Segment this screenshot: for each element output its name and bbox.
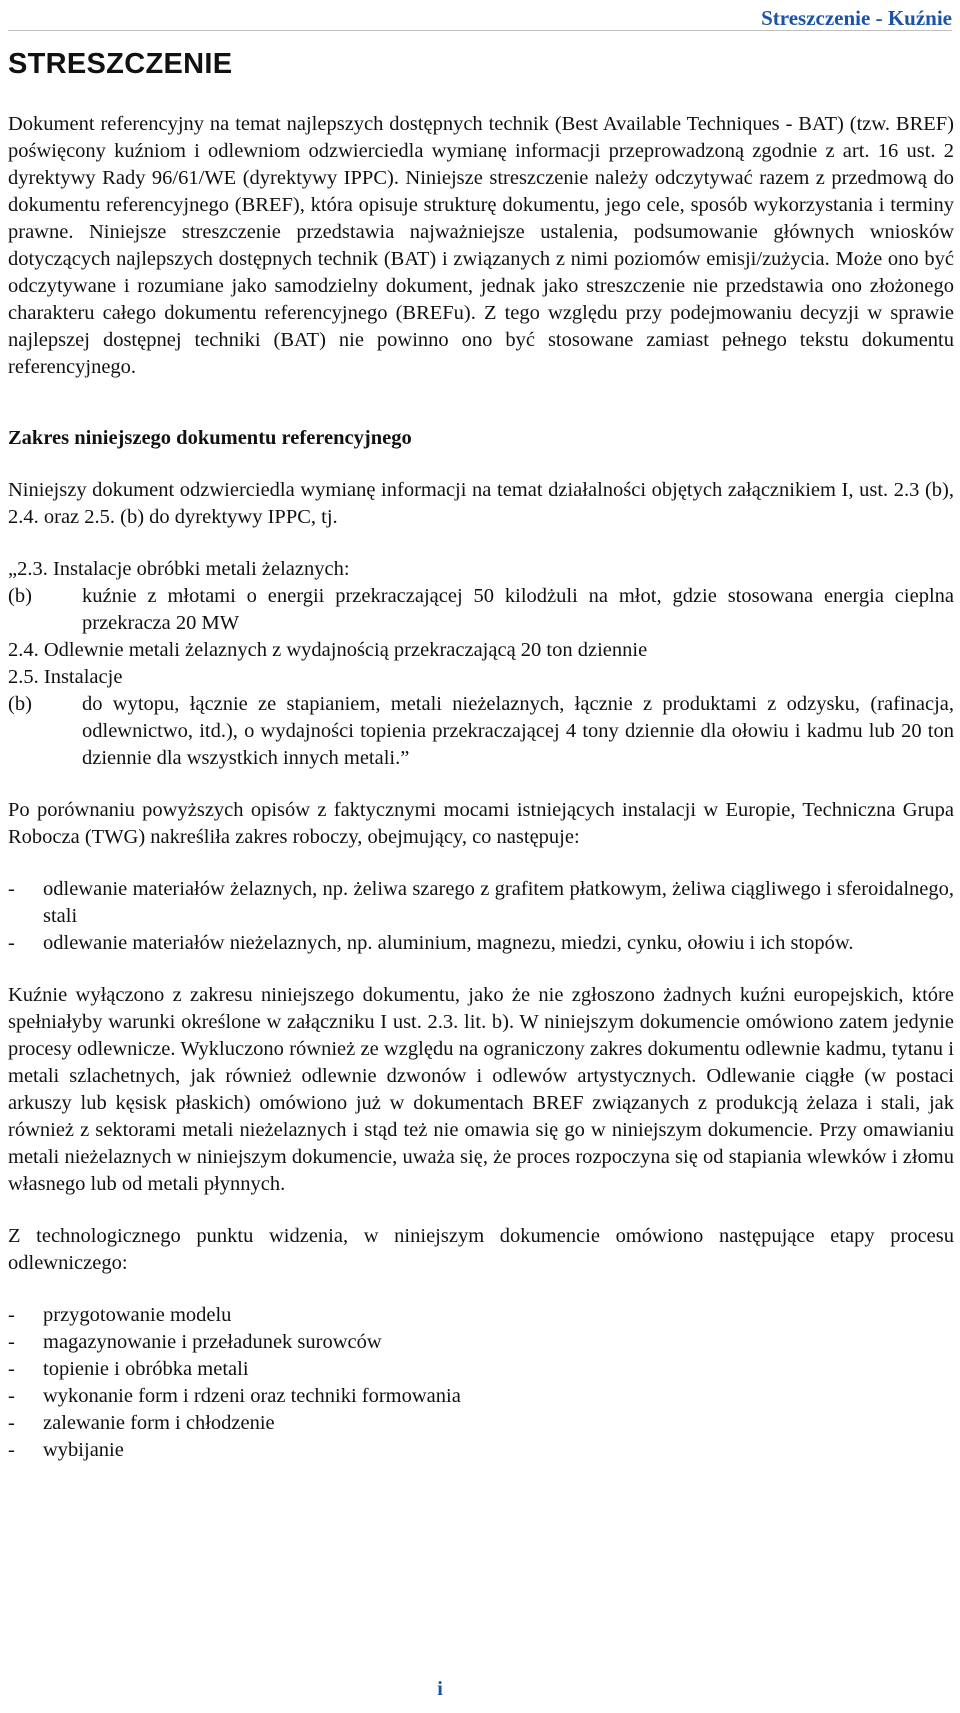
dash-bullet: - — [8, 1304, 15, 1326]
twg-paragraph: Po porównaniu powyższych opisów z faktycznymi mocami istniejących instalacji w Europie, Techniczna Grupa Robocza (TWG) nakreśliła zakres roboczy, obejmujący, co następuje: — [8, 799, 954, 848]
list-item-text: zalewanie form i chłodzenie — [43, 1412, 275, 1434]
dash-bullet: - — [8, 878, 15, 900]
dash-bullet: - — [8, 1331, 15, 1353]
list-item — [8, 876, 954, 930]
section-heading: Zakres niniejszego dokumentu referencyjnego — [8, 427, 412, 449]
list-item-text: magazynowanie i przeładunek surowców — [43, 1331, 382, 1353]
item-text: do wytopu, łącznie ze stapianiem, metali nieżelaznych, łącznie z produktami z odzysku, (rafinacja, odlewnictwo, itd.), o wydajności topienia przekraczającej 4 tony dziennie dla ołowiu i kadmu lub 20 ton dziennie dla wszystkich innych metali.” — [82, 693, 954, 769]
list-item — [8, 1437, 954, 1464]
list-item — [8, 1383, 954, 1410]
header-title: Streszczenie - Kuźnie — [761, 6, 952, 30]
dash-bullet: - — [8, 1412, 15, 1434]
list-item — [8, 1356, 954, 1383]
quote-line-2-3: „2.3. Instalacje obróbki metali żelaznych: — [8, 558, 350, 580]
quote-line-2-5: 2.5. Instalacje — [8, 666, 123, 688]
dash-bullet: - — [8, 1385, 15, 1407]
list-item-text: odlewanie materiałów nieżelaznych, np. aluminium, magnezu, miedzi, cynku, ołowiu i ich stopów. — [43, 932, 854, 954]
item-letter: (b) — [8, 585, 32, 607]
process-intro-paragraph: Z technologicznego punktu widzenia, w niniejszym dokumencie omówiono następujące etapy procesu odlewniczego: — [8, 1225, 954, 1274]
list-item — [8, 1329, 954, 1356]
exclusions-paragraph: Kuźnie wyłączono z zakresu niniejszego dokumentu, jako że nie zgłoszono żadnych kuźni europejskich, które spełniałyby warunki określone w załączniku I ust. 2.3. lit. b). W niniejszym dokumencie omówiono zatem jedynie procesy odlewnicze. Wykluczono również ze względu na ograniczony zakres dokumentu odlewnie kadmu, tytanu i metali szlachetnych, jak również odlewnie dzwonów i odlewów artystycznych. Odlewanie ciągłe (w postaci arkuszy lub kęsisk płaskich) omówiono już w dokumentach BREF związanych z produkcją żelaza i stali, jak również z sektorami metali nieżelaznych i stąd też nie omawia się go w niniejszym dokumencie. Przy omawianiu metali nieżelaznych w niniejszym dokumencie, uważa się, że proces rozpoczyna się od stapiania wlewków i złomu własnego lub od metali płynnych. — [8, 984, 954, 1195]
page-number: i — [437, 1678, 443, 1700]
document-body — [8, 111, 954, 1464]
item-text: kuźnie z młotami o energii przekraczającej 50 kilodżuli na młot, gdzie stosowana energia cieplna przekracza 20 MW — [82, 585, 954, 634]
list-item-text: odlewanie materiałów żelaznych, np. żeliwa szarego z grafitem płatkowym, żeliwa ciągliwego i sferoidalnego, stali — [43, 878, 954, 927]
list-item — [8, 930, 954, 957]
item-letter: (b) — [8, 693, 32, 715]
scope-list — [8, 876, 954, 957]
dash-bullet: - — [8, 932, 15, 954]
dash-bullet: - — [8, 1439, 15, 1461]
quote-line-2-4: 2.4. Odlewnie metali żelaznych z wydajnością przekraczającą 20 ton dziennie — [8, 639, 648, 661]
dash-bullet: - — [8, 1358, 15, 1380]
list-item-text: topienie i obróbka metali — [43, 1358, 249, 1380]
annex-quote — [8, 556, 954, 772]
running-header — [8, 2, 952, 31]
quote-item-b2 — [8, 691, 954, 772]
list-item-text: wybijanie — [43, 1439, 124, 1461]
scope-paragraph: Niniejszy dokument odzwierciedla wymianę informacji na temat działalności objętych załącznikiem I, ust. 2.3 (b), 2.4. oraz 2.5. (b) do dyrektywy IPPC, tj. — [8, 479, 954, 528]
list-item — [8, 1410, 954, 1437]
quote-item-b1 — [8, 583, 954, 637]
list-item — [8, 1302, 954, 1329]
intro-paragraph: Dokument referencyjny na temat najlepszych dostępnych technik (Best Available Techniques - BAT) (tzw. BREF) poświęcony kuźniom i odlewniom odzwierciedla wymianę informacji przeprowadzoną zgodnie z art. 16 ust. 2 dyrektywy Rady 96/61/WE (dyrektywy IPPC). Niniejsze streszczenie należy odczytywać razem z przedmową do dokumentu referencyjnego (BREF), która opisuje strukturę dokumentu, jego cele, sposób wykorzystania i terminy prawne. Niniejsze streszczenie przedstawia najważniejsze ustalenia, podsumowanie głównych wniosków dotyczących najlepszych dostępnych technik (BAT) i związanych z nimi poziomów emisji/zużycia. Może ono być odczytywane i rozumiane jako samodzielny dokument, jednak jako streszczenie nie przedstawia ono złożonego charakteru całego dokumentu referencyjnego (BREFu). Z tego względu przy podejmowaniu decyzji w sprawie najlepszej dostępnej techniki (BAT) nie powinno ono być stosowane zamiast pełnego tekstu dokumentu referencyjnego. — [8, 113, 954, 378]
list-item-text: przygotowanie modelu — [43, 1304, 232, 1326]
page-title: STRESZCZENIE — [8, 48, 233, 80]
process-list — [8, 1302, 954, 1464]
list-item-text: wykonanie form i rdzeni oraz techniki formowania — [43, 1385, 461, 1407]
